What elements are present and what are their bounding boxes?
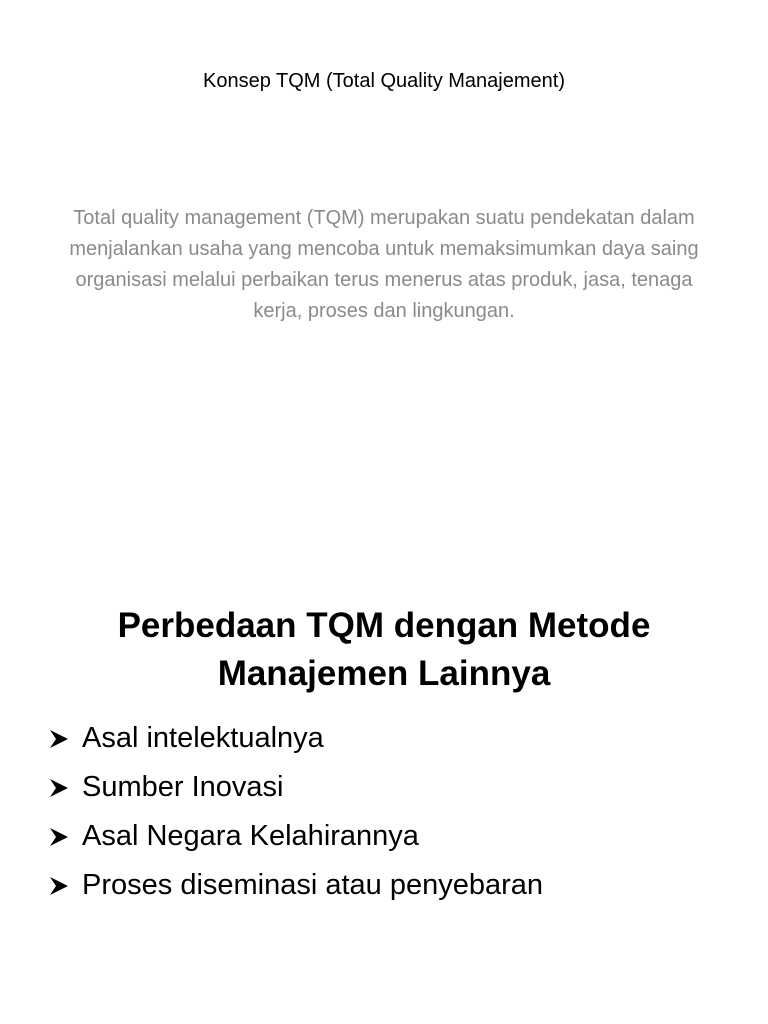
arrowhead-bullet-icon: [48, 728, 82, 750]
bullet-text: Asal intelektualnya: [82, 722, 324, 754]
bullet-text: Sumber Inovasi: [82, 771, 284, 803]
bullet-text: Asal Negara Kelahirannya: [82, 820, 419, 852]
slide-1-title: Konsep TQM (Total Quality Manajement): [202, 70, 565, 92]
slide-1-body-text: Total quality management (TQM) merupakan suatu pendekatan dalam menjalankan usaha yang mencoba untuk memaksimumkan daya saing organisasi melalui perbaikan terus menerus atas produk, jasa, tenaga kerja, proses dan lingkungan.: [69, 207, 699, 322]
bullet-item: [48, 812, 543, 861]
arrowhead-bullet-icon: [48, 777, 82, 799]
bullet-item: [48, 861, 543, 910]
bullet-list: [48, 714, 543, 910]
slide-2-title: Perbedaan TQM dengan Metode Manajemen Lainnya: [117, 606, 651, 693]
arrowhead-bullet-icon: [48, 826, 82, 848]
slide-2: [0, 512, 768, 1024]
arrowhead-bullet-icon: [48, 875, 82, 897]
bullet-item: [48, 714, 543, 763]
bullet-text: Proses diseminasi atau penyebaran: [82, 869, 544, 901]
bullet-item: [48, 763, 543, 812]
